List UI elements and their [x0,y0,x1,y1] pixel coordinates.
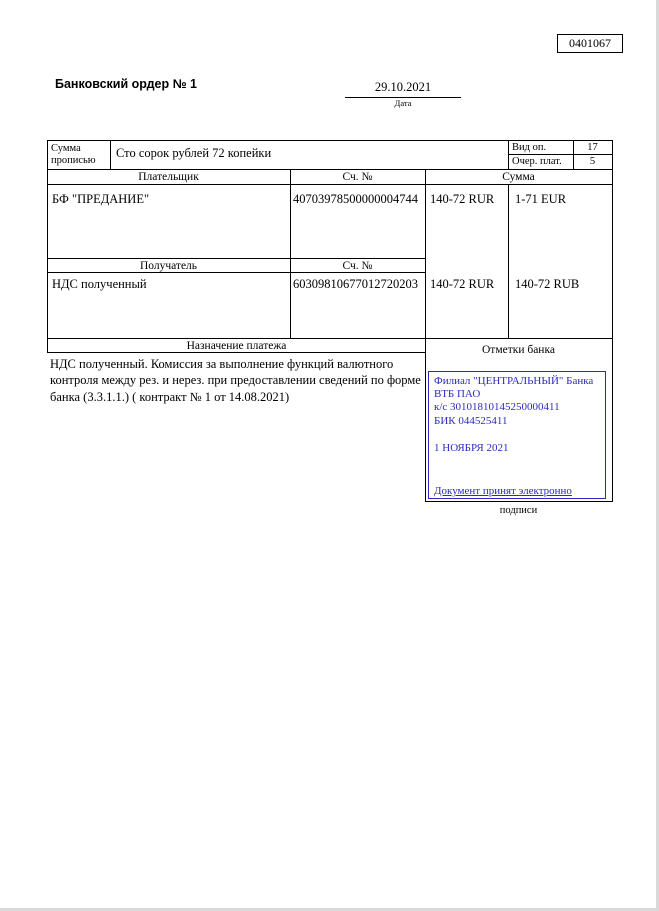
payee-column-header: Получатель [139,260,198,272]
document-title: Банковский ордер № 1 [55,77,197,91]
priority-label: Очер. плат. [512,156,562,167]
purpose-text: НДС полученный. Комиссия за выполнение функций валютного контроля между рез. и нерез. при предоставлении сведений по форме банка (3.3.1.1.) ( контракт № 1 от 14.08.2021) [50,357,421,404]
payer-name: БФ "ПРЕДАНИЕ" [52,192,150,206]
payer-account-column-header: Сч. № [342,171,373,183]
table-border-above-signatures [425,501,613,502]
stamp-date: 1 НОЯБРЯ 2021 [434,441,509,454]
bank-stamp [428,371,606,499]
payee-name: НДС полученный [52,277,147,291]
stamp-corr-account: к/с 30101810145250000411 [434,401,560,414]
table-border-optype-split [508,154,613,155]
signatures-label: подписи [499,505,538,516]
op-type-value: 17 [587,142,598,153]
document-date: 29.10.2021 [345,80,461,98]
payee-account-column-header: Сч. № [342,260,373,272]
amount-in-words-value: Сто сорок рублей 72 копейки [116,146,272,160]
date-label: Дата [394,98,412,108]
payee-sum-rur: 140-72 RUR [430,277,495,291]
bank-marks-header: Отметки банка [482,344,555,356]
table-border-under-payer [47,258,426,259]
table-border-right [612,140,613,501]
stamp-bik: БИК 044525411 [434,414,508,427]
payee-account-number: 60309810677012720203 [293,277,418,291]
payer-sum-eur: 1-71 EUR [515,192,567,206]
table-border-above-purpose [47,338,613,339]
payee-sum-rub: 140-72 RUB [515,277,580,291]
stamp-bank-name-line1: Филиал "ЦЕНТРАЛЬНЫЙ" Банка [434,375,594,387]
table-border-amount-label [110,140,111,169]
op-type-label: Вид оп. [512,142,547,153]
table-border-name-account [290,169,291,338]
payer-account-number: 40703978500000004744 [293,192,418,206]
stamp-footer: Документ принят электронно [434,484,572,497]
priority-value: 5 [589,156,596,167]
payer-column-header: Плательщик [138,171,199,183]
payer-sum-rur: 140-72 RUR [430,192,495,206]
form-code-box: 0401067 [557,34,623,53]
amount-in-words-label: Сумма прописью [51,143,96,167]
stamp-bank-name-line2: ВТБ ПАО [434,388,481,401]
purpose-header: Назначение платежа [186,340,287,352]
table-border-account-sum [425,169,426,501]
table-border-under-amount [47,169,613,170]
table-border-top [47,140,613,141]
sum-column-header: Сумма [502,171,535,183]
table-border-optype-left [508,140,509,169]
table-border-sum-split [508,184,509,338]
